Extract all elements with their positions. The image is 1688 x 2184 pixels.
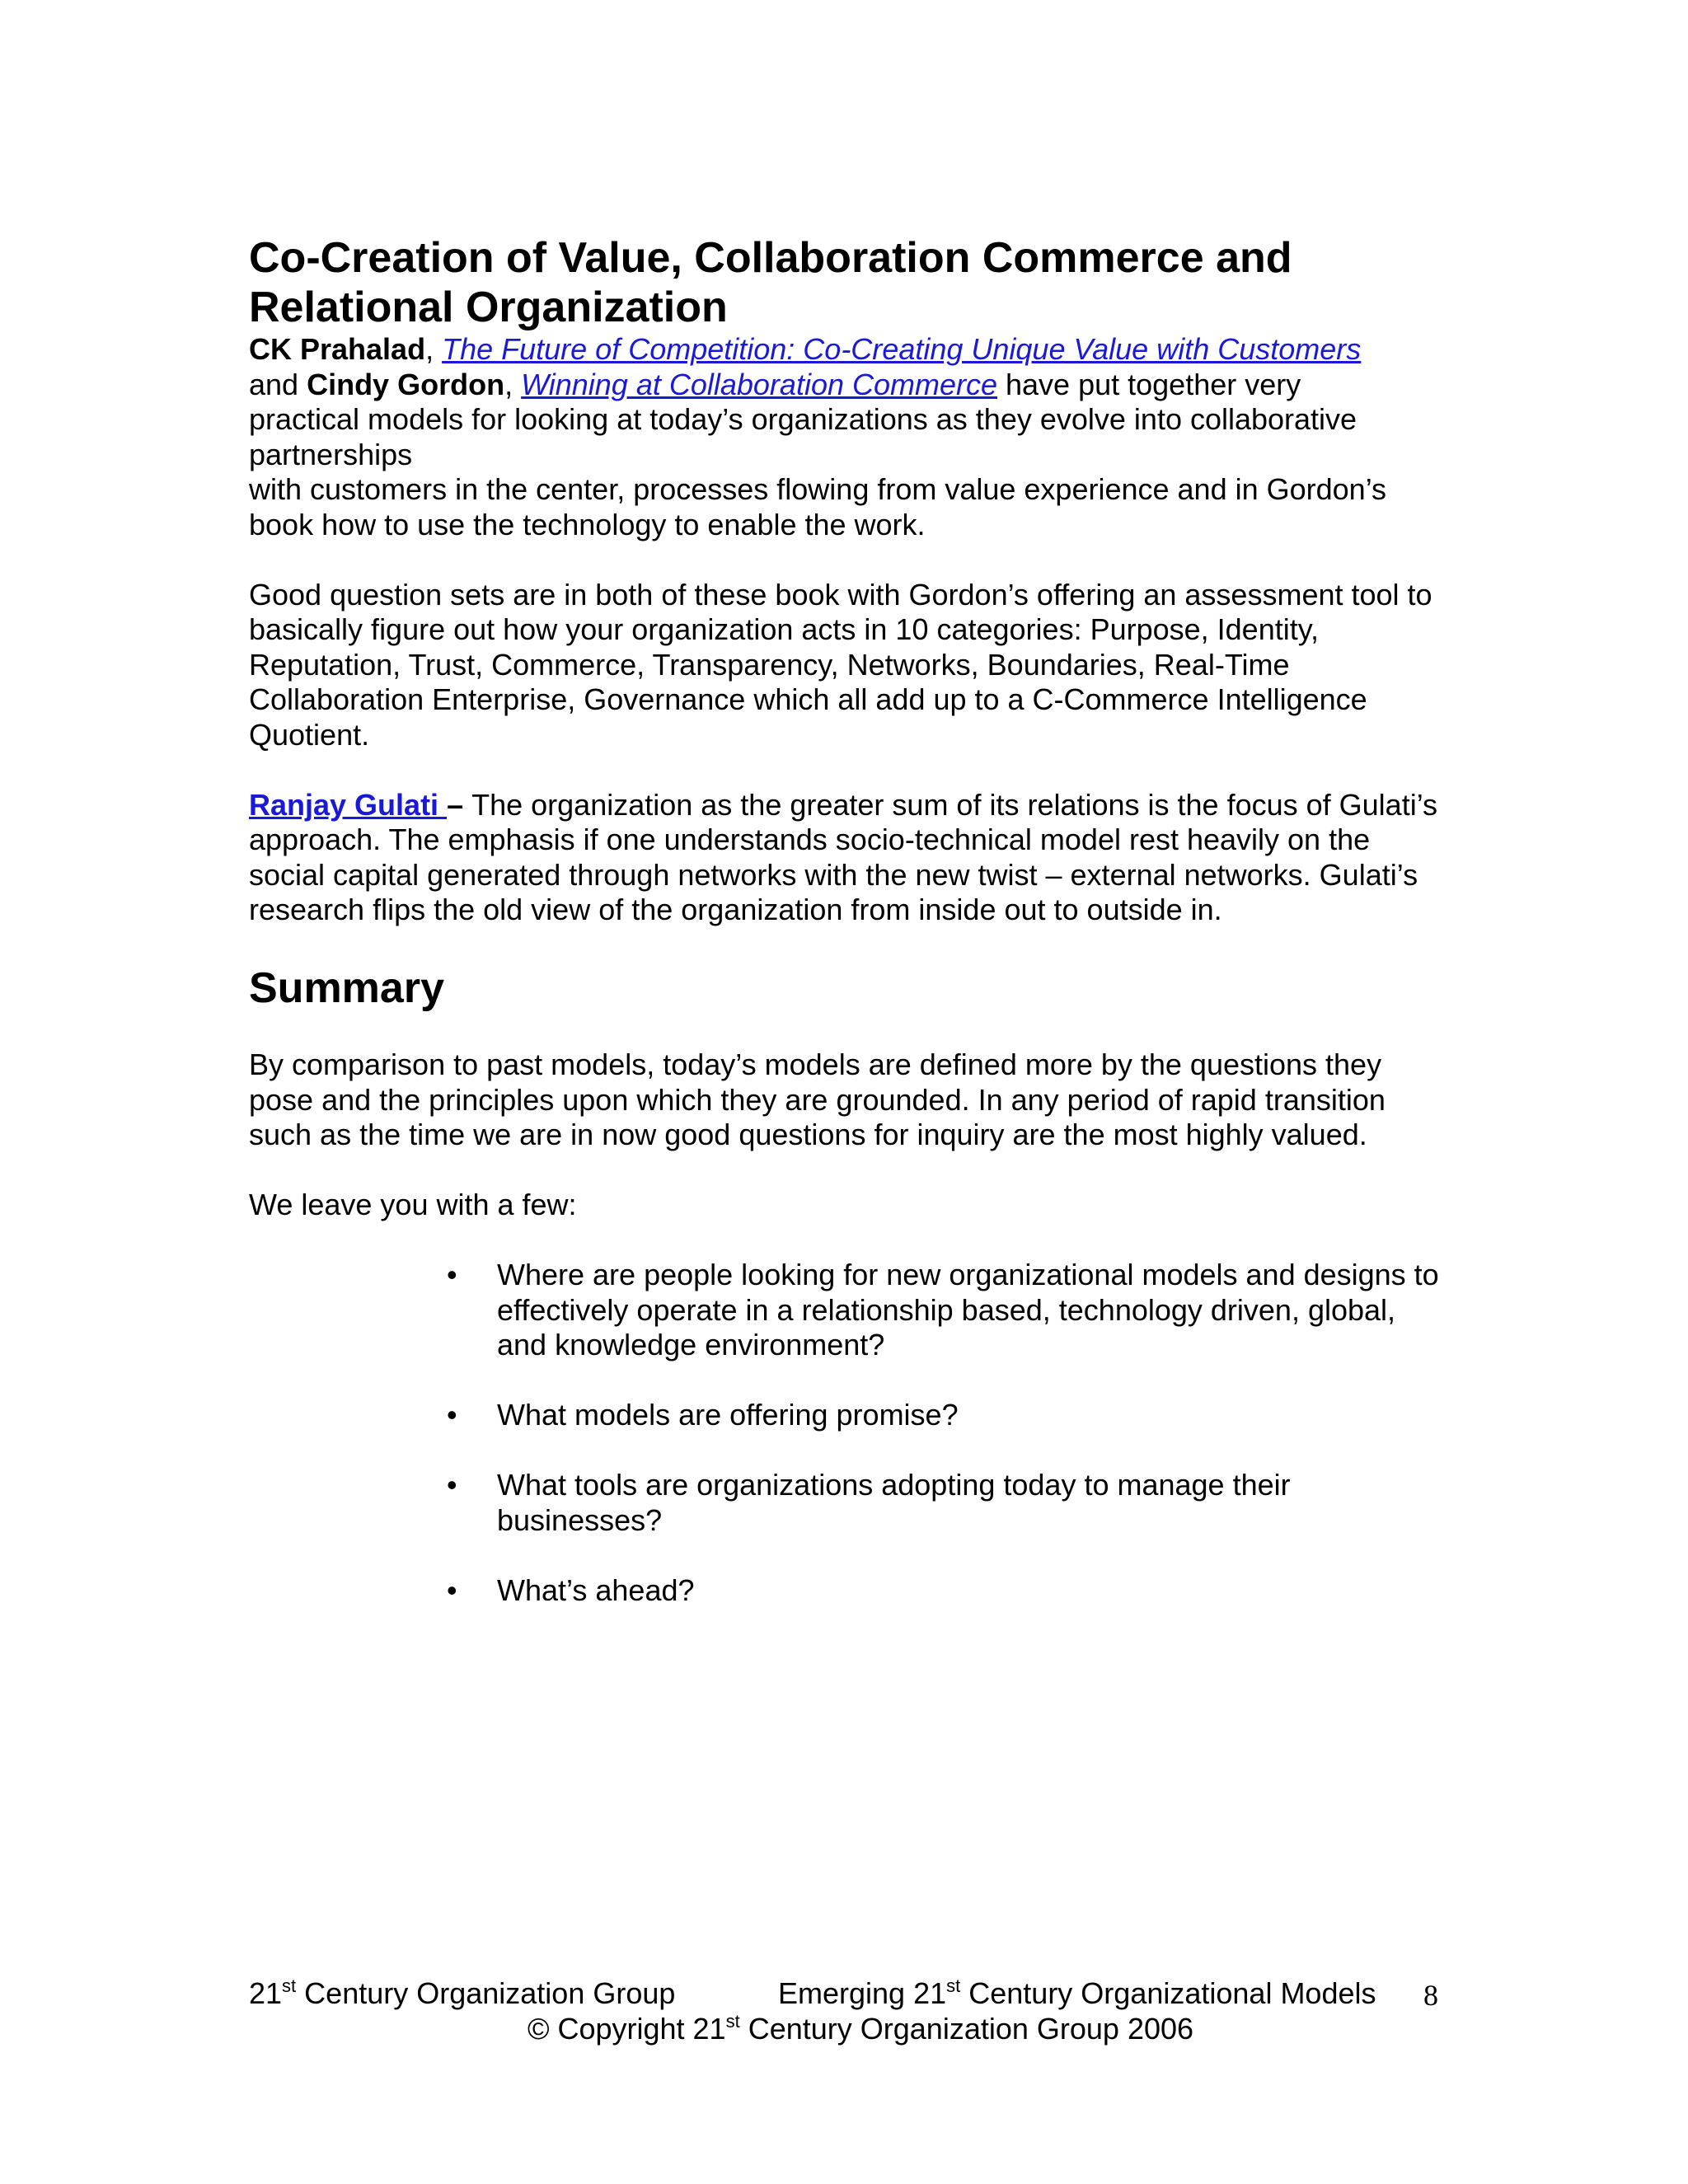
page-number: 8 [1423,1979,1438,2012]
separator: , [504,367,522,401]
list-item-text: What tools are organizations adopting today to manage their businesses? [497,1468,1291,1537]
footer-mid-text: Emerging 21 [778,1976,947,2010]
footer-left-text: Century Organization Group [296,1976,676,2010]
leave-you-paragraph: We leave you with a few: [249,1188,577,1221]
footer-organization [249,1976,675,2012]
conjunction: and [249,367,307,401]
summary-title: Summary [249,963,444,1012]
footer-mid-rest: Century Organizational Models [960,1976,1376,2010]
section-title [249,233,1444,332]
bullet-icon: • [447,1572,457,1607]
intro-paragraph [249,332,1444,542]
list-item-text: What models are offering promise? [497,1398,959,1432]
footer-copyright [0,2012,1688,2047]
gulati-paragraph [249,788,1444,928]
question-sets-paragraph: Good question sets are in both of these book with Gordon’s offering an assessment tool to basically figure out how your organization acts in 10 categories: Purpose, Identity, Reputation, Trust, Commerce, Transparency, Networks, Boundaries, Real-Time Collaboration Enterprise, Governance which all add up to a C-Commerce Intelligence Quotient. [249,577,1432,752]
book-link-collaboration-commerce[interactable]: Winning at Collaboration Commerce [521,367,998,401]
paragraph-gap [249,752,1444,788]
copyright-rest: Century Organization Group 2006 [739,2011,1194,2046]
footer-document-title [778,1976,1376,2012]
intro-text: with customers in the center, processes flowing from value experience and in Gordon’s [249,472,1387,506]
bullet-icon: • [447,1398,457,1432]
intro-text: partnerships [249,437,413,471]
gulati-text: The organization as the greater sum of its relations is the focus of Gulati’s approach. The emphasis if one understands socio-technical model rest heavily on the social capital generated through networks with the new twist – external networks. Gulati’s research flips the old view of the organization from inside out to outside in. [249,787,1438,926]
dash: – [447,787,472,822]
footer-left-num: 21 [249,1976,283,2010]
list-item-text: What’s ahead? [497,1572,695,1607]
list-item [249,1468,1444,1538]
paragraph-gap [249,1153,1444,1188]
paragraph-gap [249,1223,1444,1258]
list-item [249,1398,1444,1433]
copyright-text: © Copyright 21 [527,2011,726,2046]
author-gordon: Cindy Gordon [307,367,505,401]
intro-text: have put together very [997,367,1301,401]
list-item [249,1258,1444,1363]
separator: , [425,332,443,366]
list-item [249,1573,1444,1609]
bullet-icon: • [447,1468,457,1502]
gulati-link[interactable]: Ranjay Gulati [249,787,448,822]
summary-paragraph: By comparison to past models, today’s models are defined more by the questions they pose and the principles upon which they are grounded. In any period of rapid transition such as the time we are in now good questions for inquiry are the most highly valued. [249,1047,1386,1151]
page-content [249,233,1444,1643]
intro-text: book how to use the technology to enable the work. [249,507,926,541]
author-prahalad: CK Prahalad [249,332,426,366]
paragraph-gap [249,1013,1444,1048]
footer-left-sup: st [282,1975,297,1996]
bullet-icon: • [447,1258,457,1291]
paragraph-gap [249,542,1444,578]
section-title-line-1: Co-Creation of Value, Collaboration Commerce and [249,234,1292,282]
book-link-future-of-competition[interactable]: The Future of Competition: Co-Creating Unique Value with Customers [442,332,1362,366]
intro-text: practical models for looking at today’s organizations as they evolve into collaborative [249,402,1357,436]
list-item-text: Where are people looking for new organizational models and designs to effectively operate in a relationship based, technology driven, global, and knowledge environment? [497,1258,1439,1361]
copyright-sup: st [725,2010,740,2032]
question-list [249,1258,1444,1608]
footer-mid-sup: st [946,1975,961,1996]
section-title-line-2: Relational Organization [249,284,728,331]
